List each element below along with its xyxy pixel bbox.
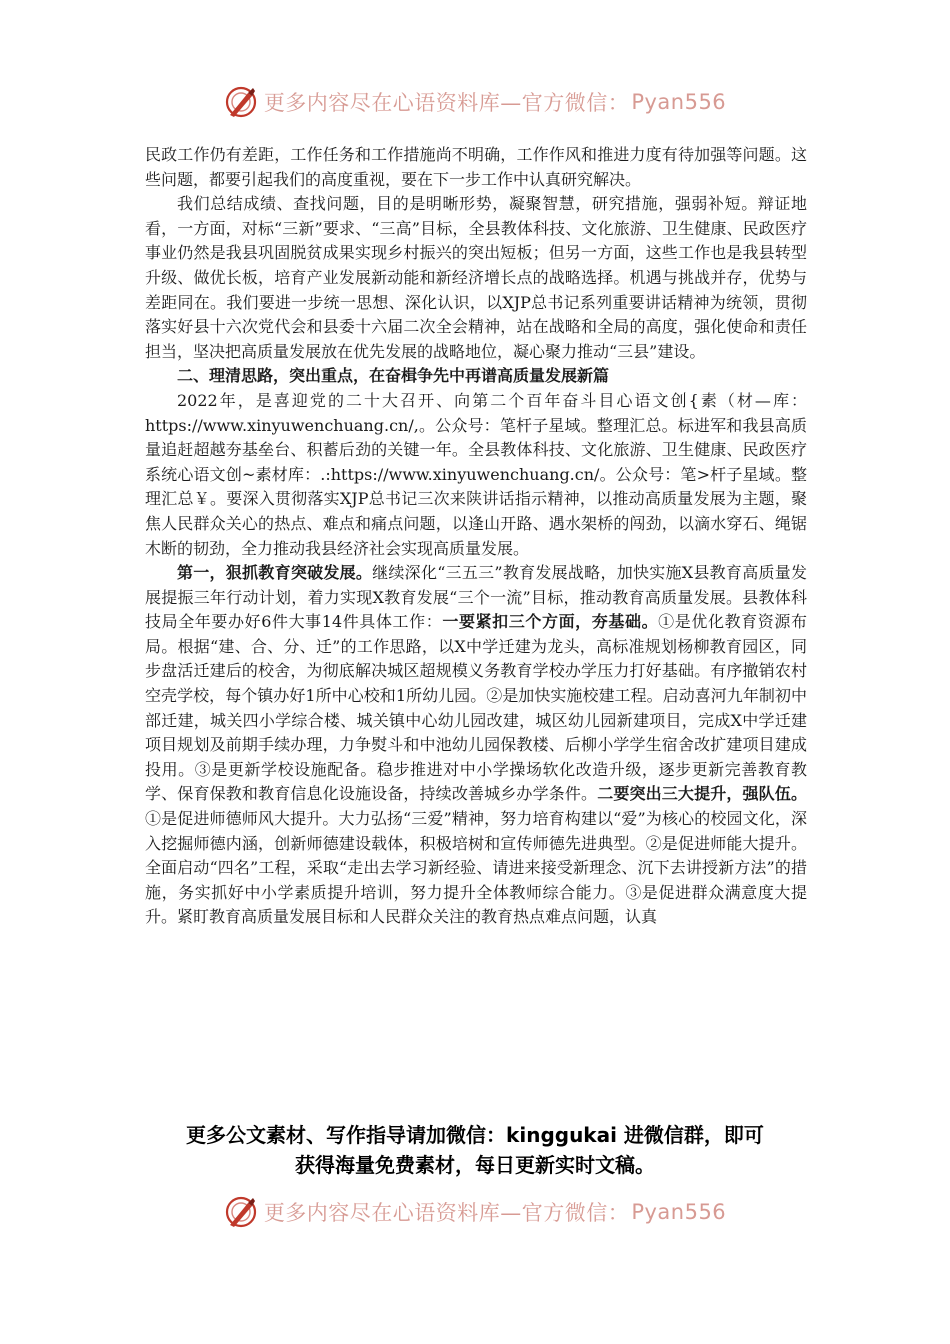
bold-lead: 二要突出三大提升，强队伍。: [597, 784, 807, 804]
bold-lead: 一要紧扣三个方面，夯基础。: [442, 612, 659, 632]
document-body: [145, 143, 807, 930]
watermark-wechat-id: Pyan556: [631, 1200, 727, 1224]
promo-line: 更多公文素材、写作指导请加微信：kinggukai 进微信群，即可: [186, 1123, 764, 1147]
header-watermark-banner: [0, 82, 950, 122]
paragraph: 民政工作仍有差距，工作任务和工作措施尚不明确，工作作风和推进力度有待加强等问题。这些问题，都要引起我们的高度重视，要在下一步工作中认真研究解决。: [145, 145, 807, 189]
pen-logo-icon: [224, 85, 258, 119]
promo-notice: [0, 1120, 950, 1180]
footer-watermark-banner: [0, 1192, 950, 1232]
section-heading: 二、理清思路，突出重点，在奋楫争先中再谱高质量发展新篇: [177, 366, 610, 386]
promo-line: 获得海量免费素材，每日更新实时文稿。: [295, 1153, 655, 1177]
paragraph: 2022年，是喜迎党的二十大召开、向第二个百年奋斗目心语文创{素（材—库：https://www.xinyuwenchuang.cn/,。公众号：笔杆子星域。整理汇总。标进军和我县高质量追赶超越夯基垒台、积蓄后劲的关键一年。全县教体科技、文化旅游、卫生健康、民政医疗系统心语文创~素材库：.:https://www.xinyuwenchuang.cn/。公众号：笔>杆子星域。整理汇总￥。要深入贯彻落实XJP总书记三次来陕讲话指示精神，以推动高质量发展为主题，聚焦人民群众关心的热点、难点和痛点问题，以逢山开路、遇水架桥的闯劲，以滴水穿石、绳锯木断的韧劲，全力推动我县经济社会实现高质量发展。: [145, 390, 807, 558]
paragraph: 第一，狠抓教育突破发展。继续深化“三五三”教育发展战略，加快实施X县教育高质量发展提振三年行动计划，着力实现X教育发展“三个一流”目标，推动教育高质量发展。县教体科技局全年要办好6件大事14件具体工作：一要紧扣三个方面，夯基础。①是优化教育资源布局。根据“建、合、分、迁”的工作思路，以X中学迁建为龙头，高标准规划杨柳教育园区，同步盘活迁建后的校舍，为彻底解决城区超规模义务教育学校办学压力打好基础。有序撤销农村空壳学校，每个镇办好1所中心校和1所幼儿园。②是加快实施校建工程。启动喜河九年制初中部迁建，城关四小学综合楼、城关镇中心幼儿园改建，城区幼儿园新建项目，完成X中学迁建项目规划及前期手续办理，力争熨斗和中池幼儿园保教楼、后柳小学学生宿舍改扩建项目建成投用。③是更新学校设施配备。稳步推进对中小学操场软化改造升级，逐步更新完善教育教学、保育保教和教育信息化设施设备，持续改善城乡办学条件。二要突出三大提升，强队伍。①是促进师德师风大提升。大力弘扬“三爱”精神，努力培育构建以“爱”为核心的校园文化，深入挖掘师德内涵，创新师德建设载体，积极培树和宣传师德先进典型。②是促进师能大提升。全面启动“四名”工程，采取“走出去学习新经验、请进来接受新理念、沉下去讲授新方法”的措施，务实抓好中小学素质提升培训，努力提升全体教师综合能力。③是促进群众满意度大提升。紧盯教育高质量发展目标和人民群众关注的教育热点难点问题，认真: [145, 563, 807, 927]
bold-lead: 第一，狠抓教育突破发展。: [177, 563, 373, 583]
pen-logo-icon: [224, 1195, 258, 1229]
paragraph: 我们总结成绩、查找问题，目的是明晰形势，凝聚智慧，研究措施，强弱补短。辩证地看，一方面，对标“三新”要求、“三高”目标，全县教体科技、文化旅游、卫生健康、民政医疗事业仍然是我县巩固脱贫成果实现乡村振兴的突出短板；但另一方面，这些工作也是我县转型升级、做优长板，培育产业发展新动能和新经济增长点的战略选择。机遇与挑战并存，优势与差距同在。我们要进一步统一思想、深化认识，以XJP总书记系列重要讲话精神为统领，贯彻落实好县十六次党代会和县委十六届二次全会精神，站在战略和全局的高度，强化使命和责任担当，坚决把高质量发展放在优先发展的战略地位，凝心聚力推动“三县”建设。: [145, 194, 807, 361]
watermark-text: 更多内容尽在心语资料库—官方微信：: [263, 91, 630, 115]
watermark-wechat-id: Pyan556: [631, 90, 727, 114]
watermark-text: 更多内容尽在心语资料库—官方微信：: [263, 1201, 630, 1225]
